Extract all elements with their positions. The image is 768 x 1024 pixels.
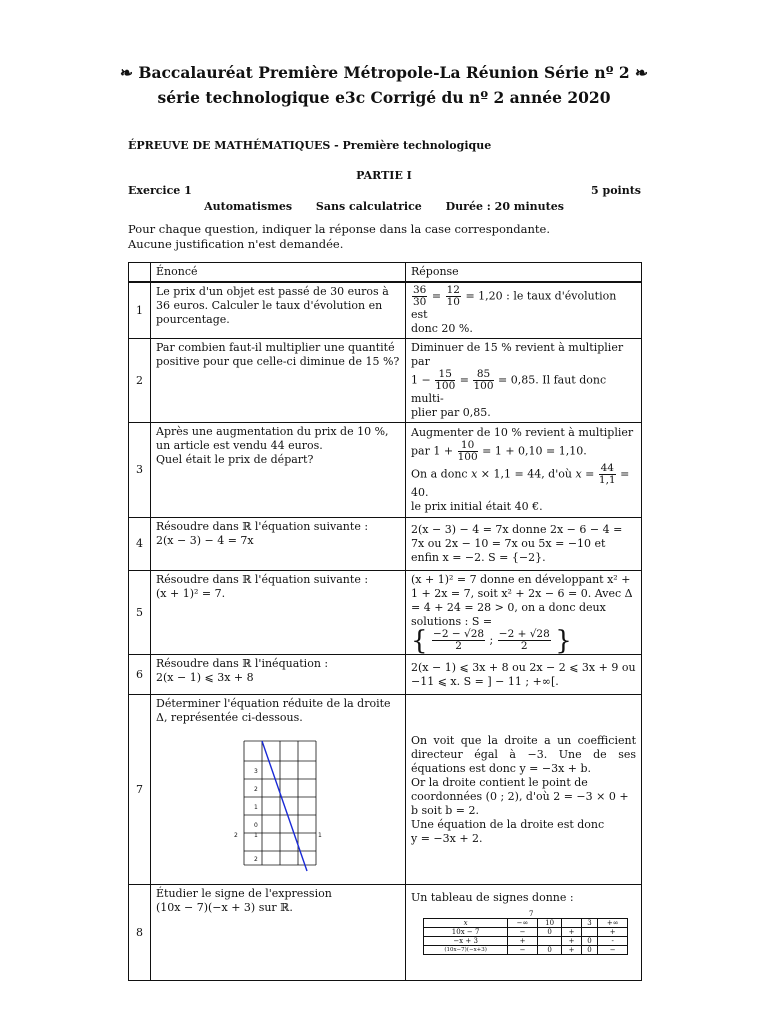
- answer-text: Un tableau de signes donne :: [411, 891, 574, 904]
- sign-cell: +∞: [598, 919, 628, 928]
- answer-cell: 2(x − 1) ⩽ 3x + 8 ou 2x − 2 ⩽ 3x + 9 ou −11 ⩽ x. S = ] − 11 ; +∞[.: [406, 655, 642, 695]
- answer-cell: $\frac{36}{30}$ = $\frac{12}{10}$ = 1,20 : le taux d'évolution est donc 20 %.: [406, 282, 642, 339]
- answer-cell: [406, 695, 642, 885]
- question-line: Quel était le prix de départ?: [156, 453, 314, 466]
- points-label: 5 points: [591, 184, 641, 197]
- sign-cell: 0: [537, 928, 562, 937]
- answer-cell: 2(x − 3) − 4 = 7x donne 2x − 6 − 4 = 7x ou 2x − 10 = 7x ou 5x = −10 et enfin x = −2. S = {−2}.: [406, 518, 642, 571]
- sign-cell: 0: [537, 946, 562, 955]
- header-reponse: Réponse: [406, 263, 642, 283]
- sign-header-row: [424, 919, 628, 928]
- sign-cell: +: [562, 928, 581, 937]
- question-line: Résoudre dans ℝ l'inéquation :: [156, 657, 329, 670]
- answer-text: y = −3x + 2.: [411, 831, 483, 845]
- question-text: [151, 423, 406, 518]
- question-line: Résoudre dans ℝ l'équation suivante :: [156, 573, 369, 586]
- row-number: 3: [129, 423, 151, 518]
- question-line: Déterminer l'équation réduite de la droite Δ, représentée ci-dessous.: [156, 697, 391, 724]
- row-number: 8: [129, 885, 151, 981]
- sign-row: [424, 928, 628, 937]
- fraction: $\frac{-2 - √28}{2}$: [433, 628, 485, 652]
- exercise-label: Exercice 1: [128, 184, 192, 197]
- instruction-line-2: Aucune justification n'est demandée.: [128, 237, 344, 251]
- table-row: [129, 282, 642, 339]
- sign-cell: 10: [537, 919, 562, 928]
- row-number: 6: [129, 655, 151, 695]
- sign-cell: 0: [581, 946, 598, 955]
- tick-label: 2: [234, 832, 238, 839]
- sign-cell: (10x−7)(−x+3): [424, 946, 508, 955]
- answer-text: Augmenter de 10 % revient à multiplier: [411, 426, 634, 439]
- answer-text: On voit que la droite a un coefficient directeur égal à −3. Une de ses équations est donc y = −3x + b.: [411, 733, 636, 775]
- question-line: Étudier le signe de l'expression: [156, 887, 332, 900]
- sign-cell: −: [598, 946, 628, 955]
- table-row: [129, 571, 642, 655]
- qcm-table: [128, 262, 642, 981]
- tick-label: 3: [254, 768, 258, 775]
- question-text: [151, 571, 406, 655]
- answer-text: le prix initial était 40 €.: [411, 500, 543, 513]
- question-text: [151, 885, 406, 981]
- subtitle: ÉPREUVE DE MATHÉMATIQUES - Première technologique: [128, 139, 492, 152]
- sign-cell: [537, 937, 562, 946]
- tick-label: 2: [254, 786, 258, 793]
- header-enonce: Énoncé: [151, 263, 406, 283]
- tick-label: 1: [254, 804, 258, 811]
- answer-text: plier par 0,85.: [411, 406, 491, 419]
- automatismes-label: Automatismes: [204, 200, 293, 213]
- instructions: [128, 222, 550, 252]
- sign-cell: +: [508, 937, 538, 946]
- table-row: [129, 518, 642, 571]
- answer-text: donc 20 %.: [411, 322, 473, 335]
- answer-text: = 1 + 0,10 = 1,10.: [482, 444, 587, 458]
- page-title-line1: ❧ Baccalauréat Première Métropole-La Réunion Série nº 2 ❧: [119, 63, 649, 82]
- sign-row: [424, 946, 628, 955]
- question-text: [151, 518, 406, 571]
- sign-cell: 3: [581, 919, 598, 928]
- sign-cell: x: [424, 919, 508, 928]
- fraction: $\frac{36}{30}$: [413, 284, 427, 308]
- sign-cell: +: [562, 937, 581, 946]
- automatismes-line: [0, 200, 768, 213]
- sign-cell: -: [598, 937, 628, 946]
- answer-cell: (x + 1)² = 7 donne en développant x² + 1 + 2x = 7, soit x² + 2x − 6 = 0. Avec Δ = 4 + 24 = 28 > 0, on a donc deux solutions : S = { $\frac{-2 - √28}{2}$ ; $\frac{-2 + √28}{2}$ }: [406, 571, 642, 655]
- sign-top-label: 7: [529, 910, 534, 918]
- row-number: 7: [129, 695, 151, 885]
- answer-cell: [406, 885, 642, 981]
- sign-cell: [581, 928, 598, 937]
- fraction: $\frac{44}{1,1}$: [598, 462, 616, 486]
- sign-row: [424, 937, 628, 946]
- sign-cell: +: [598, 928, 628, 937]
- table-row: [129, 655, 642, 695]
- fraction: $\frac{15}{100}$: [435, 368, 456, 392]
- delta-line: [262, 741, 307, 871]
- instruction-line-1: Pour chaque question, indiquer la réponse dans la case correspondante.: [128, 222, 550, 236]
- row-number: 1: [129, 282, 151, 339]
- question-line: 2(x − 3) − 4 = 7x: [156, 534, 254, 547]
- table-row: [129, 885, 642, 981]
- fraction: $\frac{85}{100}$: [473, 368, 494, 392]
- fraction: $\frac{12}{10}$: [446, 284, 460, 308]
- sign-cell: +: [562, 946, 581, 955]
- question-text: [151, 695, 406, 885]
- sign-cell: −x + 3: [424, 937, 508, 946]
- sign-cell: −: [508, 928, 538, 937]
- sign-cell: −∞: [508, 919, 538, 928]
- answer-text: = 0,85. Il faut donc multi-: [411, 373, 607, 405]
- question-text: Par combien faut-il multiplier une quantité positive pour que celle-ci diminue de 15 %?: [151, 339, 406, 423]
- answer-text: Or la droite contient le point de coordonnées (0 ; 2), d'où 2 = −3 × 0 + b soit b = 2.: [411, 775, 629, 817]
- tick-label: 1: [318, 832, 322, 839]
- question-line: Après une augmentation du prix de 10 %, un article est vendu 44 euros.: [156, 425, 389, 452]
- sign-cell: 0: [581, 937, 598, 946]
- tick-label: 2: [254, 856, 258, 863]
- sign-cell: 10x − 7: [424, 928, 508, 937]
- sign-table: [423, 918, 628, 955]
- table-row: [129, 423, 642, 518]
- page-title-line2: série technologique e3c Corrigé du nº 2 année 2020: [157, 88, 611, 107]
- duration-label: Durée : 20 minutes: [445, 200, 564, 213]
- line-graph: [234, 733, 344, 878]
- fraction: $\frac{10}{100}$: [457, 439, 478, 463]
- table-row: [129, 339, 642, 423]
- answer-text: Diminuer de 15 % revient à multiplier par: [411, 341, 624, 368]
- row-number: 2: [129, 339, 151, 423]
- row-number: 4: [129, 518, 151, 571]
- answer-text: (x + 1)² = 7 donne en développant x² + 1 + 2x = 7, soit x² + 2x − 6 = 0. Avec Δ = 4 + 24 = 28 > 0, on a donc deux solutions : S =: [411, 573, 633, 628]
- row-number: 5: [129, 571, 151, 655]
- question-line: Résoudre dans ℝ l'équation suivante :: [156, 520, 369, 533]
- answer-text: = 1,20 : le taux d'évolution est: [411, 289, 617, 321]
- question-line: (10x − 7)(−x + 3) sur ℝ.: [156, 901, 293, 914]
- calculator-label: Sans calculatrice: [315, 200, 422, 213]
- question-text: [151, 655, 406, 695]
- header-num: [129, 263, 151, 283]
- tick-label: 1: [254, 832, 258, 839]
- fraction: $\frac{-2 + √28}{2}$: [498, 628, 550, 652]
- table-header-row: [129, 263, 642, 283]
- question-line: (x + 1)² = 7.: [156, 587, 226, 600]
- table-row: [129, 695, 642, 885]
- answer-cell: Augmenter de 10 % revient à multiplier par 1 + $\frac{10}{100}$ = 1 + 0,10 = 1,10. On a donc x × 1,1 = 44, d'où x = $\frac{44}{1,1}$ = 40. le prix initial était 40 €.: [406, 423, 642, 518]
- partie-heading: PARTIE I: [356, 169, 412, 182]
- question-line: 2(x − 1) ⩽ 3x + 8: [156, 671, 254, 684]
- sign-cell: −: [508, 946, 538, 955]
- sign-cell: [562, 919, 581, 928]
- answer-text: Une équation de la droite est donc: [411, 817, 605, 831]
- answer-cell: Diminuer de 15 % revient à multiplier par 1 − $\frac{15}{100}$ = $\frac{85}{100}$ = 0,85. Il faut donc multi- plier par 0,85.: [406, 339, 642, 423]
- tick-label: 0: [254, 822, 258, 829]
- question-text: Le prix d'un objet est passé de 30 euros à 36 euros. Calculer le taux d'évolution en pourcentage.: [151, 282, 406, 339]
